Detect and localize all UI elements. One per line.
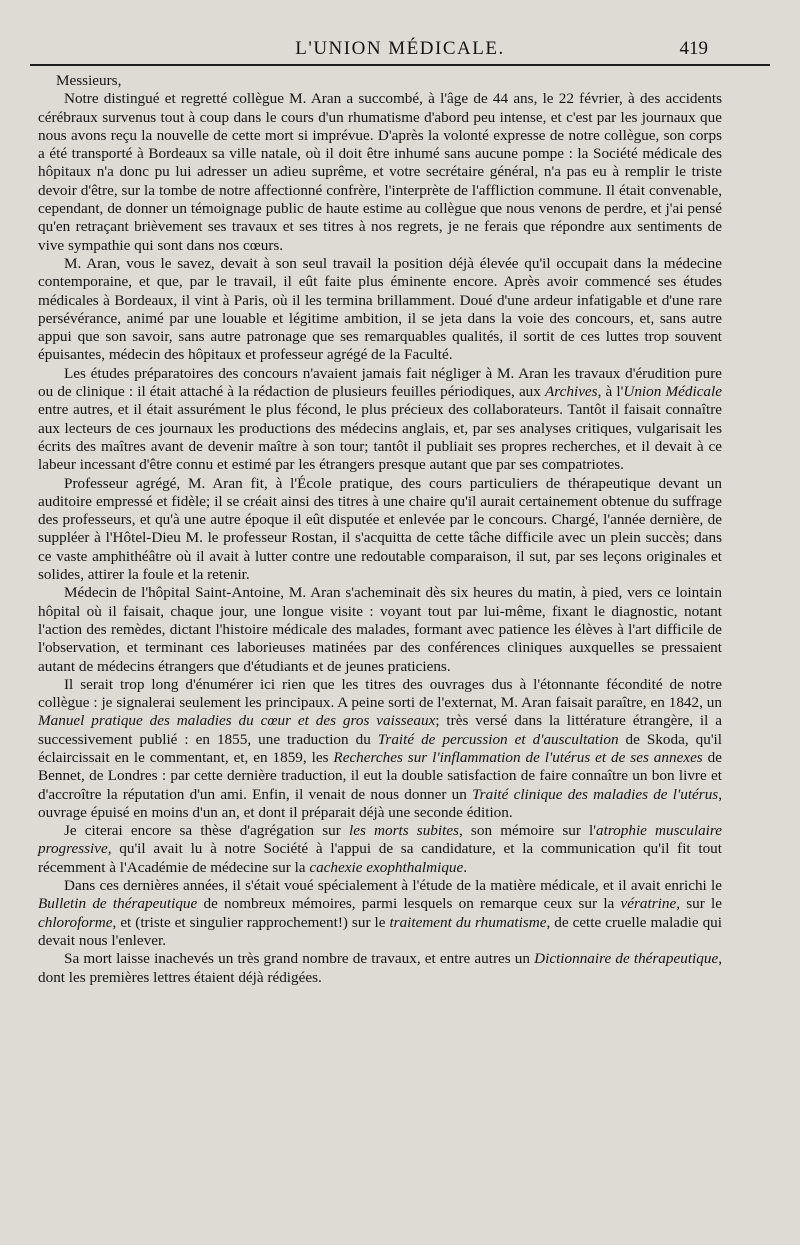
italic-title-text: Dictionnaire de thérapeutique [534, 950, 719, 968]
paragraph-text: , à l' [597, 383, 624, 401]
paragraph [38, 877, 722, 950]
salutation: Messieurs, [56, 72, 122, 89]
paragraph [38, 950, 722, 987]
italic-title-text: atrophie musculaire progressive [38, 822, 722, 858]
italic-title-text: les morts subites [349, 822, 459, 840]
paragraph [38, 90, 722, 255]
italic-title-text: cachexie exophthalmique [309, 858, 464, 876]
italic-title-text: traitement du rhumatisme [389, 913, 547, 931]
italic-title-text: vératrine [620, 895, 677, 913]
header-rule [30, 64, 770, 66]
italic-title-text: Manuel pratique des maladies du cœur et des gros vaisseaux [38, 712, 436, 730]
italic-title-text: chloroforme [38, 913, 113, 931]
paragraph-text: de nombreux mémoires, parmi lesquels on remarque ceux sur la [197, 895, 621, 913]
paragraph [38, 584, 722, 675]
paragraph-text: , de cette cruelle maladie qui devait nous l'enlever. [38, 913, 722, 949]
paragraph-text: , dont les premières lettres étaient déjà rédigées. [38, 950, 722, 986]
paragraph-text: Professeur agrégé, M. Aran fit, à l'École pratique, des cours particuliers de thérapeutique devant un auditoire empressé et fidèle; il se créait ainsi des titres à une chaire qu'il aurait certainement obtenue du suffrage des professeurs, et qu'à une autre époque il eût disputée et enlevée par le concours. Chargé, l'année dernière, de suppléer à l'Hôtel-Dieu M. le professeur Rostan, il s'acquitta de cette tâche difficile avec un plein succès; dans ce vaste amphithéâtre où il avait à lutter contre une redoutable comparaison, il sut, par ses leçons originales et solides, attirer la foule et la retenir. [38, 474, 722, 584]
paragraph-text: de Skoda, qu'il éclaircissait en le commentant, et, en 1859, les [38, 730, 722, 766]
running-head [30, 36, 770, 66]
paragraph-text: Notre distingué et regretté collègue M. Aran a succombé, à l'âge de 44 ans, le 22 février, à des accidents cérébraux survenus tout à coup dans le cours d'un rhumatisme d'abord peu intense, et c'est par les journaux que nous avons reçu la nouvelle de cette mort si imprévue. D'après la volonté expresse de notre collègue, son corps a été transporté à Bordeaux sa ville natale, où il doit être inhumé sans aucune pompe : la Société médicale des hôpitaux n'a donc pu lui adresser un adieu suprême, et votre secrétaire général, n'a pas eu à remplir le triste devoir d'être, sur la tombe de notre affectionné confrère, l'interprète de l'affliction commune. Il était convenable, cependant, de donner un témoignage public de haute estime au collègue que nous venons de perdre, et j'ai pensé qu'en retraçant brièvement ses travaux et ses titres à nos regrets, je ne ferais que répondre aux sentiments de vive sympathie qui sont dans nos cœurs. [38, 90, 722, 254]
paragraph-text: , et (triste et singulier rapprochement!) sur le [112, 913, 390, 931]
paragraph [38, 822, 722, 877]
paragraph-text: Je citerai encore sa thèse d'agrégation sur [64, 822, 349, 840]
paragraph-text: Les études préparatoires des concours n'avaient jamais fait négliger à M. Aran les travaux d'érudition pure ou de clinique : il était attaché à la rédaction de plusieurs feuilles périodiques, aux [38, 364, 722, 401]
paragraph [38, 475, 722, 585]
paragraph [38, 365, 722, 475]
italic-title-text: Bulletin de thérapeutique [38, 895, 198, 913]
italic-title-text: Archives [545, 383, 598, 401]
paragraph-text: , qu'il avait lu à notre Société à l'appui de sa candidature, et la communication qu'il fit tout récemment à l'Académie de médecine sur la [38, 840, 722, 876]
body-text [38, 72, 722, 987]
running-title: L'UNION MÉDICALE. [295, 38, 505, 59]
paragraph-text: ; très versé dans la littérature étrangère, il a successivement publié : en 1855, une traduction du [38, 712, 723, 748]
paragraph-text: entre autres, et il était assurément le plus fécond, le plus précieux des collaborateurs. Tantôt il faisait connaître aux lecteurs de ces journaux les productions des médecins anglais, et, par ses analyses critiques, vulgarisait les écrits des maîtres avant de devenir maître à son tour; tantôt il publiait ses propres recherches, et il devait à ce labeur incessant d'être connu et estimé par les étrangers presque autant que par ses compatriotes. [38, 401, 722, 474]
paragraph-text: Dans ces dernières années, il s'était voué spécialement à l'étude de la matière médicale, et il avait enrichi le [64, 877, 722, 895]
paragraph-text: , sur le [676, 895, 722, 913]
paragraph [38, 676, 722, 822]
paragraph-text: Sa mort laisse inachevés un très grand nombre de travaux, et entre autres un [64, 950, 535, 968]
paragraph-text: Il serait trop long d'énumérer ici rien que les titres des ouvrages dus à l'étonnante fécondité de notre collègue : je signalerai seulement les principaux. A peine sorti de l'externat, M. Aran faisait paraître, en 1842, un [38, 675, 722, 712]
page-number: 419 [679, 38, 708, 59]
italic-title-text: Recherches sur l'inflammation de l'utérus et de ses annexes [333, 748, 703, 766]
paragraph [38, 255, 722, 365]
paragraph-text: M. Aran, vous le savez, devait à son seul travail la position déjà élevée qu'il occupait dans la médecine contemporaine, et que, par le travail, il eût faite plus éminente encore. Après avoir commencé ses études médicales à Bordeaux, il vint à Paris, où il les termina brillamment. Doué d'une ardeur infatigable et d'une rare persévérance, animé par une louable et légitime ambition, il se jeta dans la voie des concours, et, sans autre appui que son savoir, sans autre patronage que ses remarquables qualités, il sortit de ces luttes trop souvent épuisantes, médecin des hôpitaux et professeur agrégé de la Faculté. [38, 254, 722, 364]
paragraph-text: . [463, 858, 468, 876]
paragraph-text: de Bennet, de Londres : par cette dernière traduction, il eut la double satisfaction de faire connaître un bon livre et d'accroître la réputation d'un ami. Enfin, il venait de nous donner un [38, 748, 722, 803]
italic-title-text: Traité clinique des maladies de l'utérus [472, 785, 719, 803]
paragraph-text: , ouvrage épuisé en moins d'un an, et dont il préparait déjà une seconde édition. [38, 785, 722, 821]
italic-title-text: Traité de percussion et d'auscultation [377, 730, 619, 748]
paragraph-text: , son mémoire sur l' [458, 822, 596, 840]
italic-title-text: Union Médicale [623, 383, 722, 401]
paragraph-text: Médecin de l'hôpital Saint-Antoine, M. Aran s'acheminait dès six heures du matin, à pied, vers ce lointain hôpital où il faisait, chaque jour, une longue visite : voyant tout par lui-même, fixant le diagnostic, notant l'action des remèdes, dictant l'histoire médicale des malades, formant avec patience les élèves à l'art difficile de l'observation, et terminant ces laborieuses matinées par des conférences cliniques auxquelles se pressaient autant de médecins étrangers que d'étudiants et de jeunes praticiens. [38, 584, 722, 675]
